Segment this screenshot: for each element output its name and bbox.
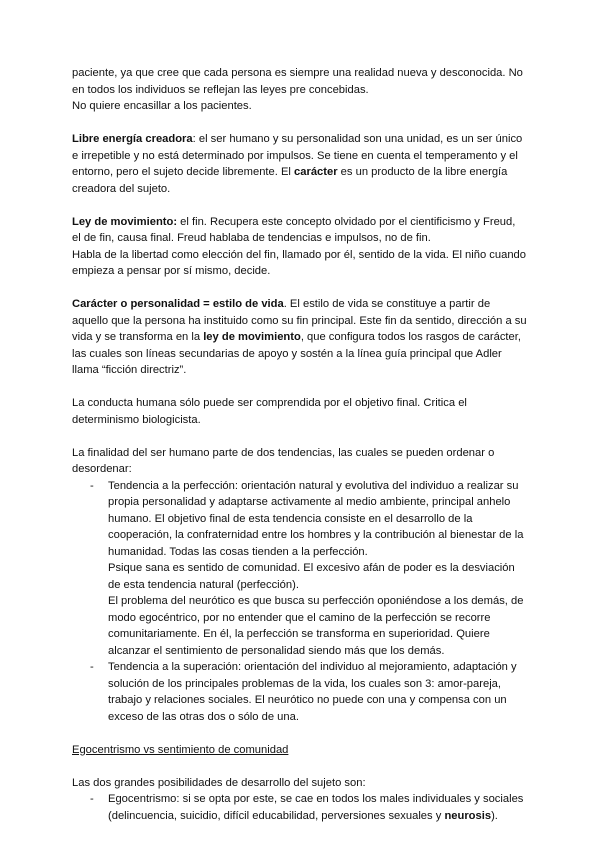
posibilidades-list xyxy=(72,791,527,824)
tendencias-list xyxy=(72,478,527,726)
libre-energia-text: : el ser humano y su personalidad son una unidad, es un ser único e irrepetible y no está determinado por impulsos. Se tiene en cuenta el temperamento y el entorno, pero el sujeto decide libremente. El xyxy=(72,133,523,178)
intro-text: paciente, ya que cree que cada persona es siempre una realidad nueva y desconocida. No en todos los individuos se reflejan las leyes pre concebidas. xyxy=(72,67,523,96)
egocentrismo-text: Egocentrismo: si se opta por este, se cae en todos los males individuales y sociales (delincuencia, suicidio, difícil educabilidad, perversiones sexuales y xyxy=(108,793,524,822)
perfeccion-text-3: El problema del neurótico es que busca su perfección oponiéndose a los demás, de modo egocéntrico, por no entender que el camino de la perfección se recorre comunitariamente. En él, la perfección se transforma en superioridad. Quiere alcanzar el sentimiento de personalidad siendo más que los demás. xyxy=(108,595,524,657)
perfeccion-text: Tendencia a la perfección: orientación natural y evolutiva del individuo a realizar su propia personalidad y adaptarse activamente al medio ambiente, principal anhelo humano. El objetivo final de esta tendencia consiste en el desarrollo de la cooperación, la confraternidad entre los hombres y la contribución al bienestar de la humanidad. Todas las cosas tienden a la perfección. xyxy=(108,479,524,558)
perfeccion-text-2: Psique sana es sentido de comunidad. El excesivo afán de poder es la desviación de esta tendencia natural (perfección). xyxy=(108,562,515,591)
ley-movimiento-line2: Habla de la libertad como elección del fin, llamado por él, sentido de la vida. El niño cuando empieza a pensar por sí mismo, decide. xyxy=(72,248,526,277)
spacer xyxy=(72,428,527,445)
term-libre-energia: Libre energía creadora xyxy=(72,133,193,145)
paragraph-posibilidades: Las dos grandes posibilidades de desarrollo del sujeto son: xyxy=(72,776,366,789)
list-item-perfeccion xyxy=(72,478,527,660)
spacer xyxy=(72,197,527,214)
ley-movimiento-text: el fin. Recupera este concepto olvidado por el cientificismo y Freud, el de fin, causa final. Freud hablaba de tendencias e impulsos, no de fin. xyxy=(72,215,516,244)
paragraph-conducta: La conducta humana sólo puede ser comprendida por el objetivo final. Critica el determinismo biologicista. xyxy=(72,397,467,426)
section-heading: Egocentrismo vs sentimiento de comunidad xyxy=(72,743,289,756)
libre-energia-text-end: es un producto de la libre energía creadora del sujeto. xyxy=(72,166,508,195)
term-ley-movimiento-inline: ley de movimiento xyxy=(203,331,301,343)
paragraph-finalidad: La finalidad del ser humano parte de dos tendencias, las cuales se pueden ordenar o desordenar: xyxy=(72,446,495,475)
paragraph-intro xyxy=(72,65,527,115)
list-item-superacion: - Tendencia a la superación: orientación del individuo al mejoramiento, adaptación y solución de los principales problemas de la vida, los cuales son 3: amor-pareja, trabajo y relaciones sociales. El neurótico no puede con una y compensa con un exceso de las otras dos o sólo de una. xyxy=(72,659,527,725)
term-caracter-personalidad: Carácter o personalidad = estilo de vida xyxy=(72,298,284,310)
spacer xyxy=(72,379,527,396)
caracter-text-end: , que configura todos los rasgos de carácter, las cuales son líneas secundarias de apoyo y sostén a la línea guía principal que Adler llama “ficción directriz”. xyxy=(72,331,521,376)
spacer xyxy=(72,280,527,297)
document-body xyxy=(72,65,527,824)
paragraph-ley-movimiento xyxy=(72,214,527,280)
caracter-text: . El estilo de vida se constituye a partir de aquello que la persona ha instituido como su fin principal. Este fin da sentido, dirección a su vida y se transforma en la xyxy=(72,298,527,343)
paragraph-libre-energia xyxy=(72,131,527,197)
term-neurosis: neurosis xyxy=(444,809,492,822)
egocentrismo-text-end: ). xyxy=(491,809,498,822)
term-caracter: carácter xyxy=(294,166,338,178)
spacer xyxy=(72,725,527,742)
term-ley-movimiento: Ley de movimiento: xyxy=(72,215,178,228)
spacer xyxy=(72,758,527,775)
list-item-egocentrismo xyxy=(72,791,527,824)
spacer xyxy=(72,115,527,132)
intro-line2: No quiere encasillar a los pacientes. xyxy=(72,100,252,112)
paragraph-caracter xyxy=(72,296,527,379)
